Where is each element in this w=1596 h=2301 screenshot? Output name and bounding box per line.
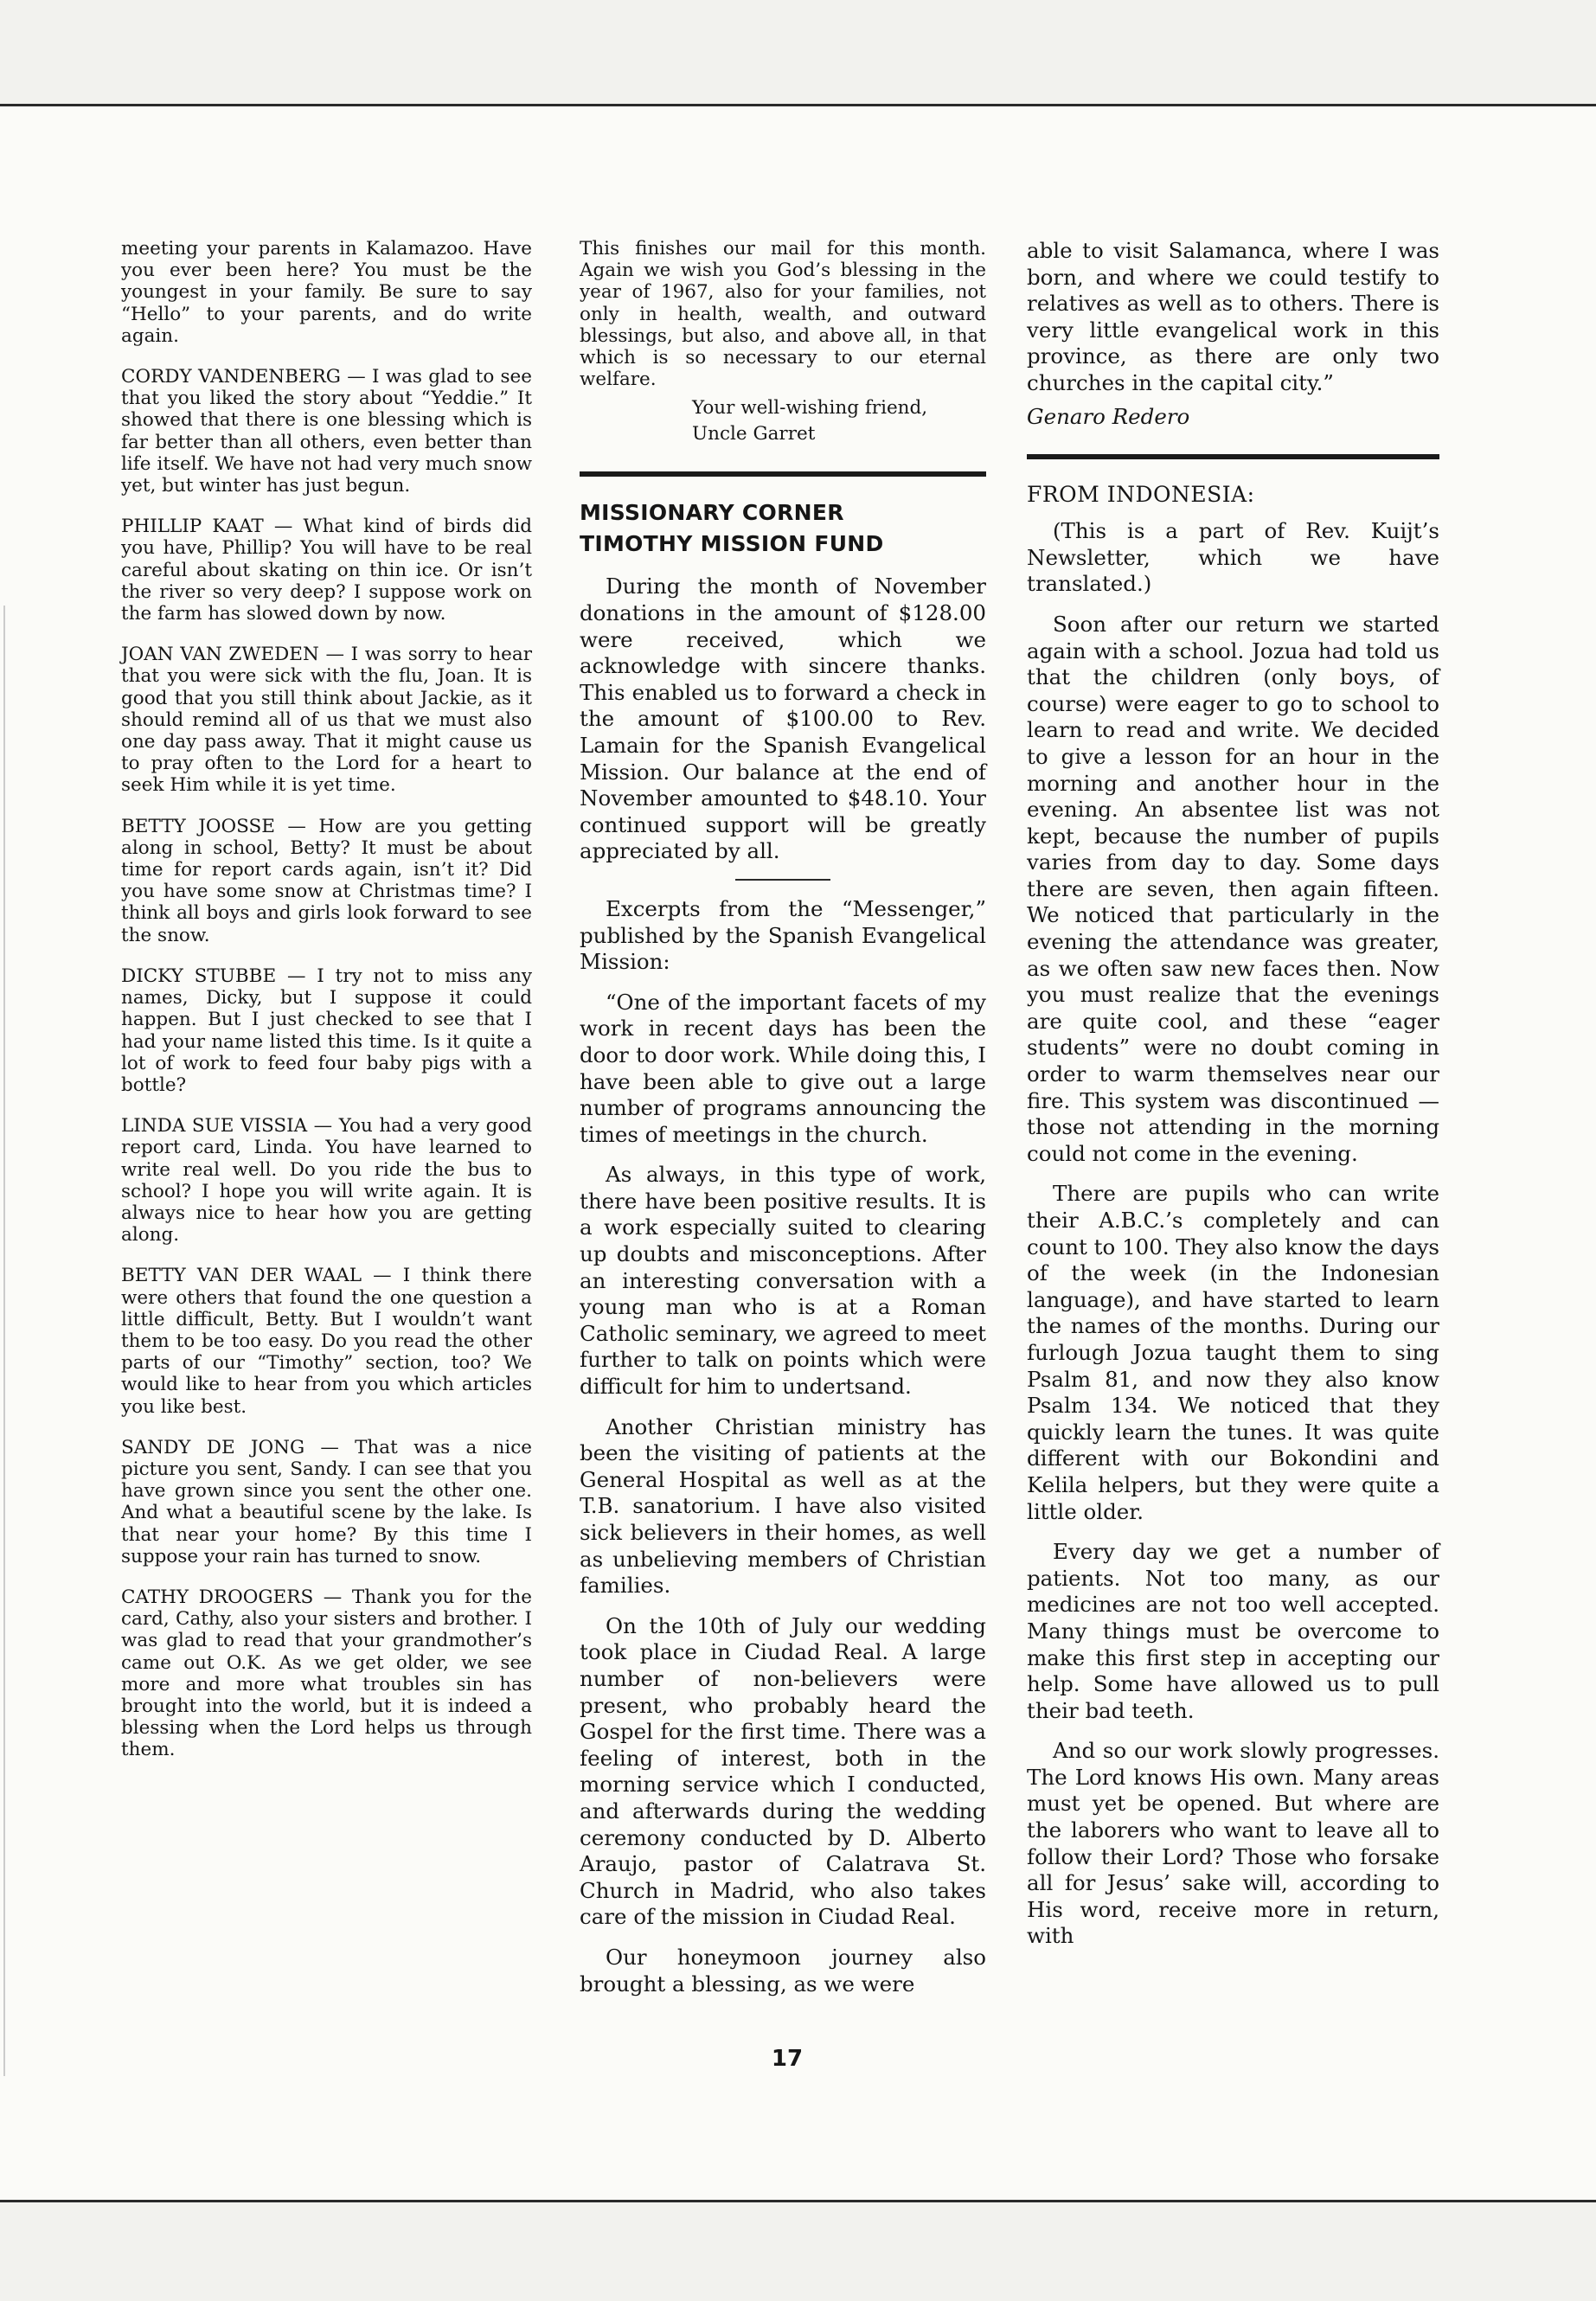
section-title xyxy=(580,497,986,560)
letter-reply-paragraph: PHILLIP KAAT — What kind of birds did you have, Phillip? You will have to be real careful about skating on thin ice. Or isn’t the river so very deep? I suppose work on the farm has slowed down by now. xyxy=(121,516,532,625)
letter-reply-paragraph: CATHY DROOGERS — Thank you for the card, Cathy, also your sisters and brother. I was glad to read that your grandmother’s came out O.K. As we get older, we see more and more what troubles sin has brought into the world, but it is indeed a blessing when the Lord helps us through them. xyxy=(121,1586,532,1761)
letter-reply-paragraph: meeting your parents in Kalamazoo. Have you ever been here? You must be the youngest in your family. Be sure to say “Hello” to your parents, and do write again. xyxy=(121,238,532,347)
section-divider xyxy=(580,471,986,477)
signoff-name: Uncle Garret xyxy=(692,423,816,445)
column-letters-replies xyxy=(121,238,532,1780)
short-divider xyxy=(735,879,830,881)
letter-reply-paragraph: DICKY STUBBE — I try not to miss any names, Dicky, but I suppose it could happen. But I just checked to see that I had your name listed this time. Is it quite a lot of work to feed four baby pigs with a bottle? xyxy=(121,965,532,1096)
letter-reply-paragraph: BETTY VAN DER WAAL — I think there were others that found the one question a little difficult, Betty. But I wouldn’t want them to be too easy. Do you read the other parts of our “Timothy” section, too? We would like to hear from you which articles you like best. xyxy=(121,1265,532,1418)
letter-reply-paragraph: BETTY JOOSSE — How are you getting along in school, Betty? It must be about time for report cards again, isn’t it? Did you have some snow at Christmas time? I think all boys and girls look forward to see the snow. xyxy=(121,815,532,946)
article-paragraph: able to visit Salamanca, where I was born, and where we could testify to relatives as well as to others. There is very little evangelical work in this province, as there are only two churches in the capital city.” xyxy=(1027,238,1439,395)
letter-reply-paragraph: CORDY VANDENBERG — I was glad to see that you liked the story about “Yeddie.” It showed that there is one blessing which is far better than all others, even better than life itself. We have not had very much snow yet, but winter has just begun. xyxy=(121,366,532,497)
letter-reply-paragraph: JOAN VAN ZWEDEN — I was sorry to hear that you were sick with the flu, Joan. It is good that you still think about Jackie, as it should remind all of us that we must also one day pass away. That it might cause us to pray often to the Lord for a heart to seek Him while it is yet time. xyxy=(121,644,532,797)
article-paragraph: Excerpts from the “Messenger,” published by the Spanish Evangelical Mission: xyxy=(580,895,986,975)
closing-paragraph: This finishes our mail for this month. Again we wish you God’s blessing in the year of 1967, also for your families, not only in health, wealth, and outward blessings, but also, and above all, in that which is so necessary to our eternal welfare. xyxy=(580,238,986,391)
article-paragraph: Every day we get a number of patients. Not too many, as our medicines are not too well accepted. Many things must be overcome to make this first step in accepting our help. Some have allowed us to pull their bad teeth. xyxy=(1027,1539,1439,1723)
column-from-indonesia xyxy=(1027,238,1439,1964)
article-paragraph: On the 10th of July our wedding took place in Ciudad Real. A large number of non-believers were present, who probably heard the Gospel for the first time. There was a feeling of interest, both in the morning service which I conducted, and afterwards during the wedding ceremony conducted by D. Alberto Araujo, pastor of Calatrava St. Church in Madrid, who also takes care of the mission in Ciudad Real. xyxy=(580,1612,986,1930)
section-title-line-2: TIMOTHY MISSION FUND xyxy=(580,531,884,557)
article-paragraph: And so our work slowly progresses. The Lord knows His own. Many areas must yet be opened. But where are the laborers who want to leave all to follow their Lord? Those who forsake all for Jesus’ sake will, according to His word, receive more in return, with xyxy=(1027,1738,1439,1949)
fund-report-paragraph: During the month of November donations in the amount of $128.00 were received, which we acknowledge with sincere thanks. This enabled us to forward a check in the amount of $100.00 to Rev. Lamain for the Spanish Evangelical Mission. Our balance at the end of November amounted to $48.10. Your continued support will be greatly appreciated by all. xyxy=(580,574,986,864)
section-heading: FROM INDONESIA: xyxy=(1027,482,1255,508)
article-author: Genaro Redero xyxy=(1027,403,1190,429)
article-paragraph: Soon after our return we started again with a school. Jozua had told us that the children (only boys, of course) were eager to go to school to learn to read and write. We decided to give a lesson for an hour in the morning and another hour in the evening. An absentee list was not kept, because the number of pupils varies from day to day. Some days there are seven, then again fifteen. We noticed that particularly in the evening the attendance was greater, as we often saw new faces then. Now you must realize that the evenings are quite cool, and these “eager students” were no doubt coming in order to warm themselves near our fire. This system was discontinued — those not attending in the morning could not come in the evening. xyxy=(1027,611,1439,1166)
signoff-line: Your well-wishing friend, xyxy=(692,397,928,420)
letter-reply-paragraph: LINDA SUE VISSIA — You had a very good report card, Linda. You have learned to write real well. Do you ride the bus to school? I hope you will write again. It is always nice to hear how you are getting along. xyxy=(121,1115,532,1247)
letter-reply-paragraph: SANDY DE JONG — That was a nice picture you sent, Sandy. I can see that you have grown since you sent the other one. And what a beautiful scene by the lake. Is that near your home? By this time I suppose your rain has turned to snow. xyxy=(121,1436,532,1567)
section-title-line-1: MISSIONARY CORNER xyxy=(580,500,844,526)
page-number: 17 xyxy=(771,2046,804,2072)
article-paragraph: As always, in this type of work, there have been positive results. It is a work especially suited to clearing up doubts and misconceptions. After an interesting conversation with a young man who is at a Roman Catholic seminary, we agreed to meet further to talk on points which were difficult for him to undertsand. xyxy=(580,1162,986,1400)
scan-edge-line xyxy=(3,606,5,2076)
article-paragraph: There are pupils who can write their A.B.C.’s completely and can count to 100. They also know the days of the week (in the Indonesian language), and have started to learn the names of the months. During our furlough Jozua taught them to sing Psalm 81, and now they also know Psalm 134. We noticed that they quickly learn the tunes. It was quite different with our Bokondini and Kelila helpers, but they were quite a little older. xyxy=(1027,1181,1439,1524)
column-missionary-corner xyxy=(580,238,986,2011)
article-paragraph: “One of the important facets of my work in recent days has been the door to door work. While doing this, I have been able to give out a large number of programs announcing the times of meetings in the church. xyxy=(580,989,986,1147)
article-paragraph: Another Christian ministry has been the visiting of patients at the General Hospital as well as at the T.B. sanatorium. I have also visited sick believers in their homes, as well as unbelieving members of Christian families. xyxy=(580,1413,986,1599)
section-divider xyxy=(1027,454,1439,459)
article-paragraph: (This is a part of Rev. Kuijt’s Newsletter, which we have translated.) xyxy=(1027,518,1439,597)
closing-note xyxy=(580,238,986,447)
article-paragraph: Our honeymoon journey also brought a blessing, as we were xyxy=(580,1944,986,1997)
